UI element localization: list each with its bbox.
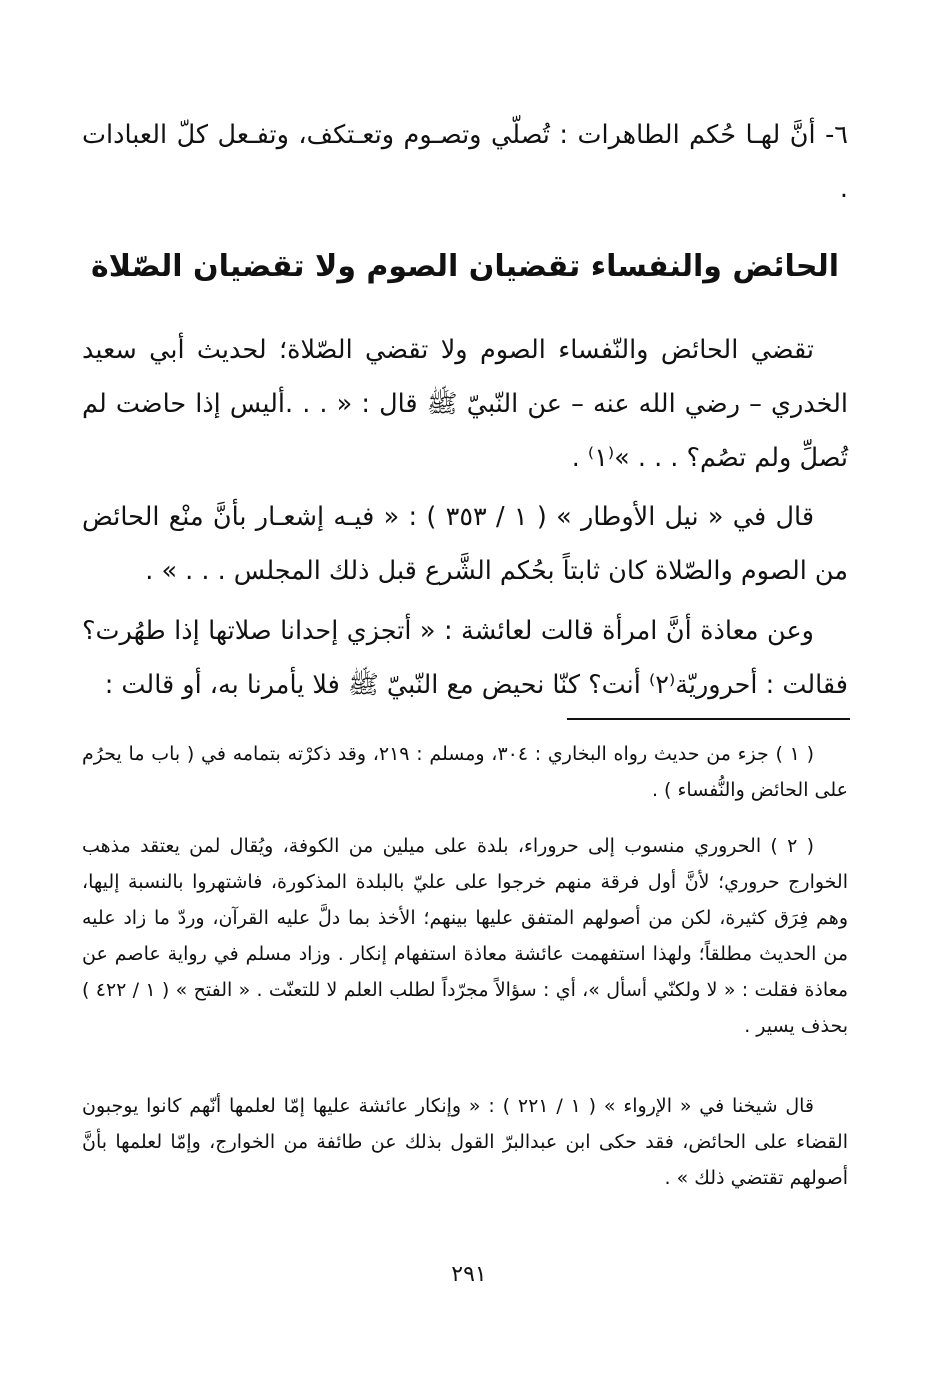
section-heading: الحائض والنفساء تقضيان الصوم ولا تقضيان الصّلاة	[90, 249, 839, 284]
footnote-3: قال شيخنا في « الإرواء » ( ١ / ٢٢١ ) : « وإنكار عائشة عليها إمّا لعلمها أنّهم كانوا يوجبون القضاء على الحائض، فقد حكى ابن عبدالبرّ القول بذلك عن طائفة من الخوارج، وإمّا لعلمها بأنَّ أصولهم تقتضي ذلك » .	[82, 1095, 848, 1189]
footnote-1: ( ١ ) جزء من حديث رواه البخاري : ٣٠٤، ومسلم : ٢١٩، وقد ذكرْته بتمامه في ( باب ما يحرُم على الحائض والنُّفساء ) .	[82, 743, 848, 801]
footnote-separator	[567, 718, 850, 720]
footnote-2: ( ٢ ) الحروري منسوب إلى حروراء، بلدة على ميلين من الكوفة، ويُقال لمن يعتقد مذهب الخوارج حروري؛ لأنَّ أول فرقة منهم خرجوا على عليّ بالبلدة المذكورة، فاشتهروا بالنسبة إليها، وهم فِرَق كثيرة، لكن من أصولهم المتفق عليها بينهم؛ الأخذ بما دلَّ عليه القرآن، وردّ ما زاد عليه من الحديث مطلقاً؛ ولهذا استفهمت عائشة معاذة استفهام إنكار . وزاد مسلم في رواية عاصم عن معاذة فقلت : « لا ولكنّي أسأل »، أي : سؤالاً مجرّداً لطلب العلم لا للتعنّت . « الفتح » ( ١ / ٤٢٢ ) بحذف يسير .	[82, 835, 848, 1037]
paragraph-muadha: وعن معاذة أنَّ امرأة قالت لعائشة : « أتجزي إحدانا صلاتها إذا طهُرت؟ فقالت : أحروريّة⁽٢⁾ أنت؟ كنّا نحيض مع النّبيّ ﷺ فلا يأمرنا به، أو قالت :	[82, 616, 848, 700]
paragraph-nayl-al-awtar: قال في « نيل الأوطار » ( ١ / ٣٥٣ ) : « فيـه إشعـار بأنَّ منْع الحائض من الصوم والصّلاة كان ثابتاً بحُكم الشَّرع قبل ذلك المجلس . . . » .	[82, 502, 848, 586]
item-6-paragraph: ٦- أنَّ لهـا حُكم الطاهرات : تُصلّي وتصـوم وتعـتكف، وتفـعل كلّ العبادات .	[82, 120, 848, 204]
page-number: ٢٩١	[451, 1262, 487, 1287]
paragraph-hadith-abu-said: تقضي الحائض والنّفساء الصوم ولا تقضي الصّلاة؛ لحديث أبي سعيد الخدري – رضي الله عنه – عن النّبيّ ﷺ قال : « . . .أليس إذا حاضت لم تُصلِّ ولم تصُم؟ . . . »⁽١⁾ .	[82, 335, 848, 473]
